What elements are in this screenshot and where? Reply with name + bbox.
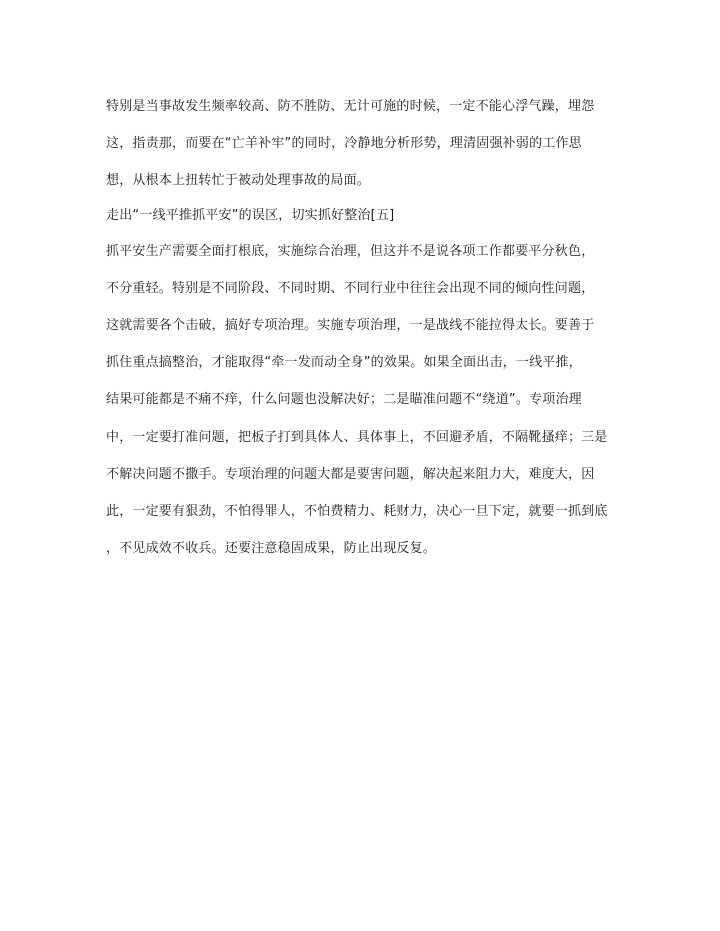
paragraph-2-line-9: ，不见成效不收兵。还要注意稳固成果，防止出现反复。 xyxy=(106,541,437,556)
paragraph-1-line-1: 特别是当事故发生频率较高、防不胜防、无计可施的时候，一定不能心浮气躁，埋怨 xyxy=(106,99,595,114)
paragraph-1-line-3: 想，从根本上扭转忙于被动处理事故的局面。 xyxy=(106,173,371,188)
paragraph-2-line-1: 抓平安生产需要全面打根底，实施综合治理，但这并不是说各项工作都要平分秋色， xyxy=(106,244,595,259)
paragraph-2-line-3: 这就需要各个击破，搞好专项治理。实施专项治理，一是战线不能拉得太长。要善于 xyxy=(106,318,595,333)
paragraph-2-line-4: 抓住重点搞整治，才能取得“牵一发而动全身”的效果。如果全面出击，一线平推， xyxy=(106,355,582,370)
section-heading: 走出“一线平推抓平安”的误区，切实抓好整治[五] xyxy=(106,208,395,223)
paragraph-2-line-6: 中，一定要打准问题，把板子打到具体人、具体事上，不回避矛盾，不隔靴搔痒；三是 xyxy=(106,430,608,445)
paragraph-2-line-7: 不解决问题不撒手。专项治理的问题大都是要害问题，解决起来阻力大，难度大，因 xyxy=(106,467,595,482)
paragraph-2-line-2: 不分重轻。特别是不同阶段、不同时期、不同行业中往往会出现不同的倾向性问题， xyxy=(106,281,595,296)
paragraph-2-line-8: 此，一定要有狠劲，不怕得罪人，不怕费精力、耗财力，决心一旦下定，就要一抓到底 xyxy=(106,504,608,519)
paragraph-1-line-2: 这，指责那，而要在“亡羊补牢”的同时，冷静地分析形势，理清固强补弱的工作思 xyxy=(106,136,582,151)
paragraph-2-line-5: 结果可能都是不痛不痒，什么问题也没解决好；二是瞄准问题不“绕道”。专项治理 xyxy=(106,392,582,407)
